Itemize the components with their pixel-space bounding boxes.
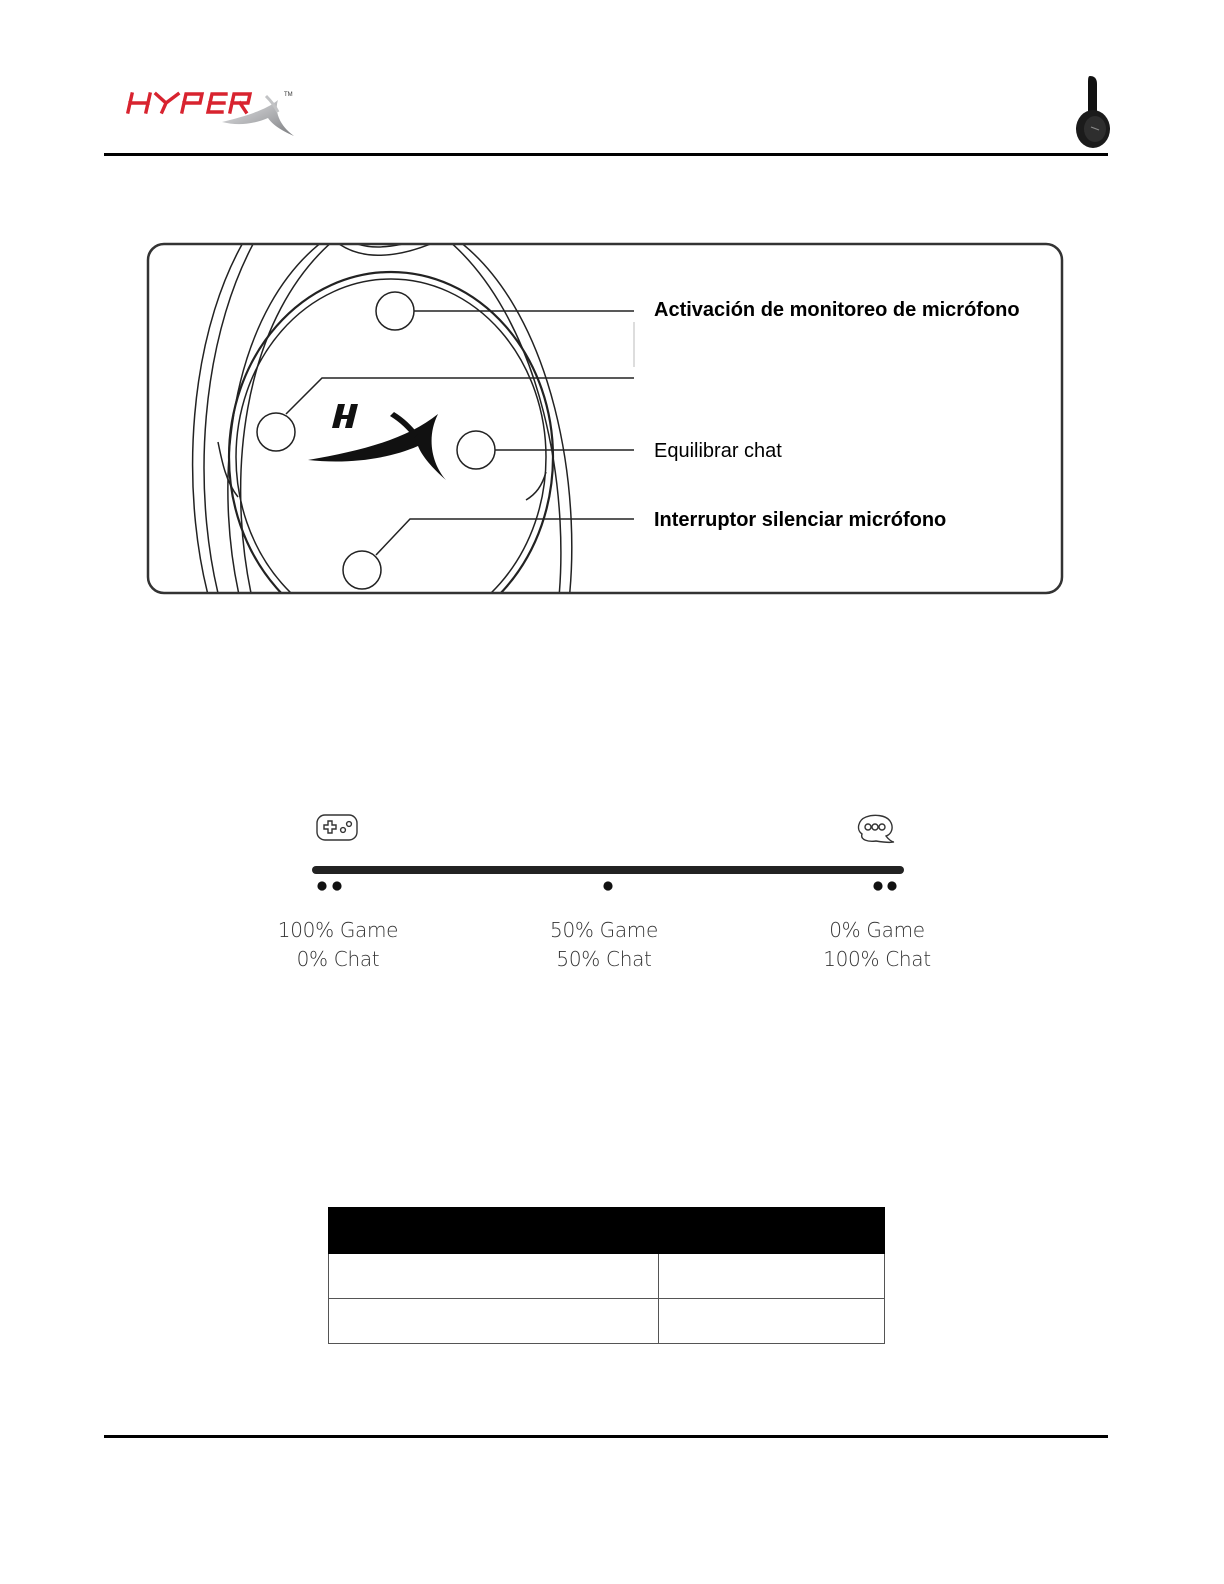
callout-mic-mute: Interruptor silenciar micrófono xyxy=(654,509,947,531)
hyperx-logo xyxy=(126,82,298,142)
table-header-cell xyxy=(329,1208,659,1254)
chat-bubble-icon xyxy=(859,815,894,842)
table-row xyxy=(329,1299,885,1344)
table-cell xyxy=(659,1299,885,1344)
table-header-cell xyxy=(659,1208,885,1254)
headset-icon xyxy=(1066,74,1116,150)
balance-position-full-game: 100% Game 0% Chat xyxy=(277,918,399,971)
callout-chat-balance: Equilibrar chat xyxy=(654,440,782,462)
balance-indicators xyxy=(317,881,896,890)
table-header-row xyxy=(329,1208,885,1254)
game-chat-balance-slider xyxy=(300,808,920,908)
table-row xyxy=(329,1254,885,1299)
gamepad-icon xyxy=(317,815,357,840)
header-rule xyxy=(104,153,1108,156)
balance-position-even: 50% Game 50% Chat xyxy=(550,918,658,971)
footer-rule xyxy=(104,1435,1108,1438)
table-cell xyxy=(329,1254,659,1299)
svg-text:TM: TM xyxy=(284,92,293,98)
table-cell xyxy=(659,1254,885,1299)
headset-controls-diagram xyxy=(146,242,1064,595)
table-cell xyxy=(329,1299,659,1344)
balance-position-full-chat: 0% Game 100% Chat xyxy=(823,918,931,971)
spec-table xyxy=(328,1207,885,1344)
callout-mic-monitoring: Activación de monitoreo de micrófono xyxy=(654,299,1020,321)
